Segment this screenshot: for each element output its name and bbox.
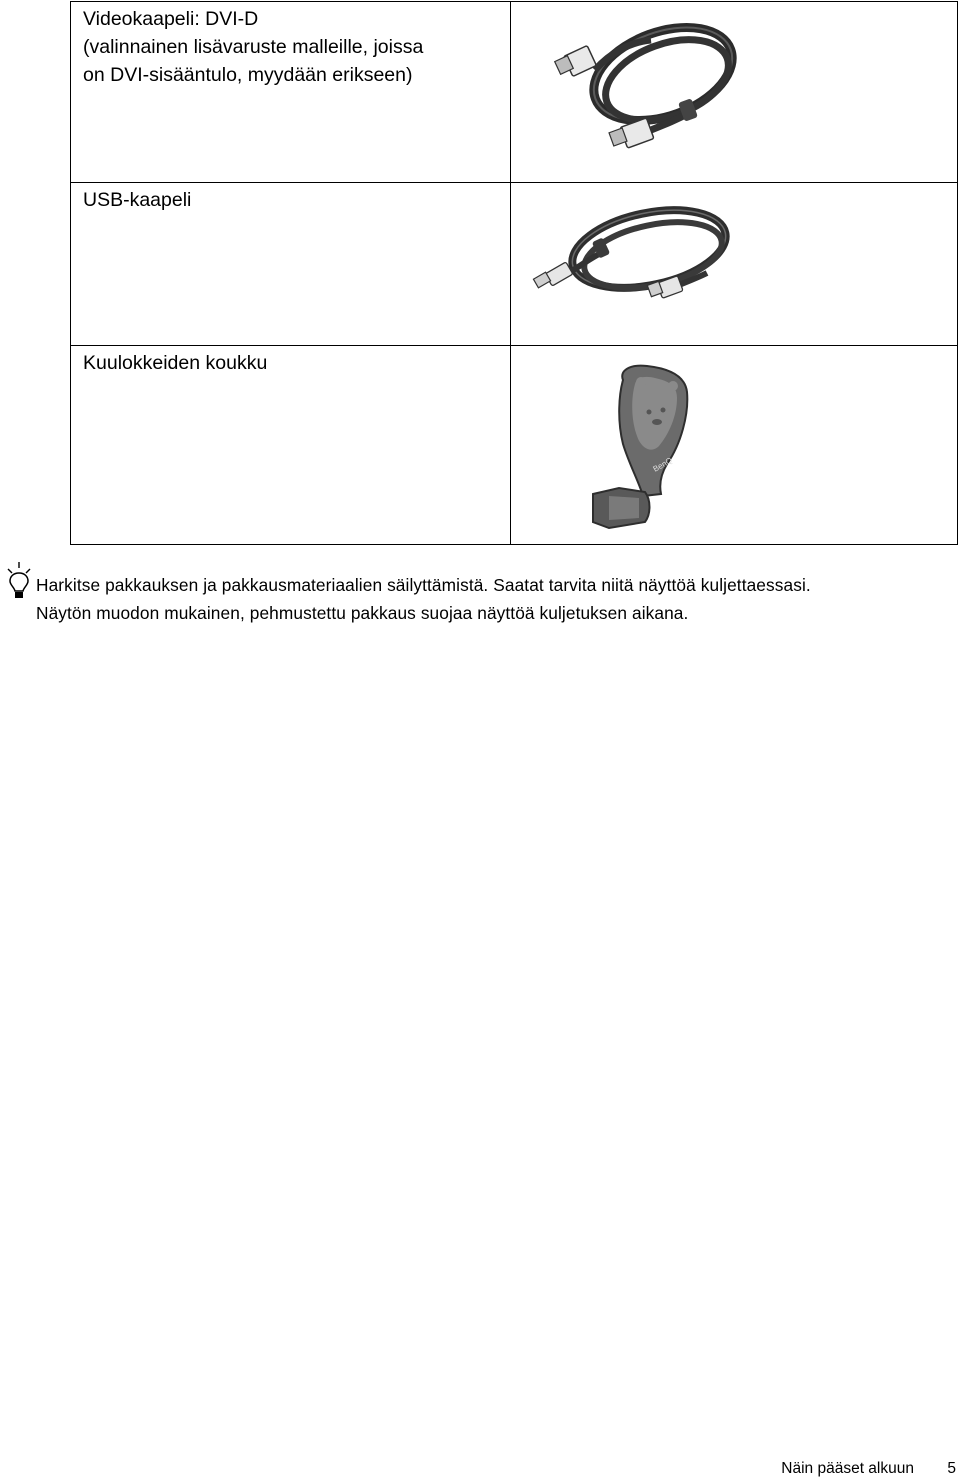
accessory-label: USB-kaapeli xyxy=(83,189,192,211)
accessories-table xyxy=(70,1,958,545)
note-text: Harkitse pakkauksen ja pakkausmateriaalien säilyttämistä. Saatat tarvita niitä näyttöä kuljettaessasi. Näytön muodon mukainen, pehmustettu pakkaus suojaa näyttöä kuljetuksen aikana. xyxy=(36,575,811,623)
accessory-label-cell xyxy=(71,2,511,183)
accessory-image-cell xyxy=(511,346,958,545)
dvi-cable-image xyxy=(551,12,751,172)
lightbulb-icon xyxy=(6,560,32,602)
headphone-hook-image xyxy=(589,364,709,534)
accessory-image-cell xyxy=(511,2,958,183)
hook-logo: BenQ xyxy=(651,455,674,474)
table-row xyxy=(71,2,958,183)
accessory-label-cell xyxy=(71,183,511,346)
page-number: 5 xyxy=(947,1460,956,1477)
table-row xyxy=(71,183,958,346)
page-footer xyxy=(0,1460,960,1482)
accessory-image-cell xyxy=(511,183,958,346)
usb-cable-image xyxy=(529,197,739,327)
accessory-label-cell xyxy=(71,346,511,545)
accessory-label: Videokaapeli: DVI-D (valinnainen lisävaruste malleille, joissa on DVI-sisääntulo, myydään erikseen) xyxy=(83,8,424,86)
table-row xyxy=(71,346,958,545)
footer-section-title: Näin pääset alkuun xyxy=(781,1460,914,1477)
accessory-label: Kuulokkeiden koukku xyxy=(83,352,268,374)
